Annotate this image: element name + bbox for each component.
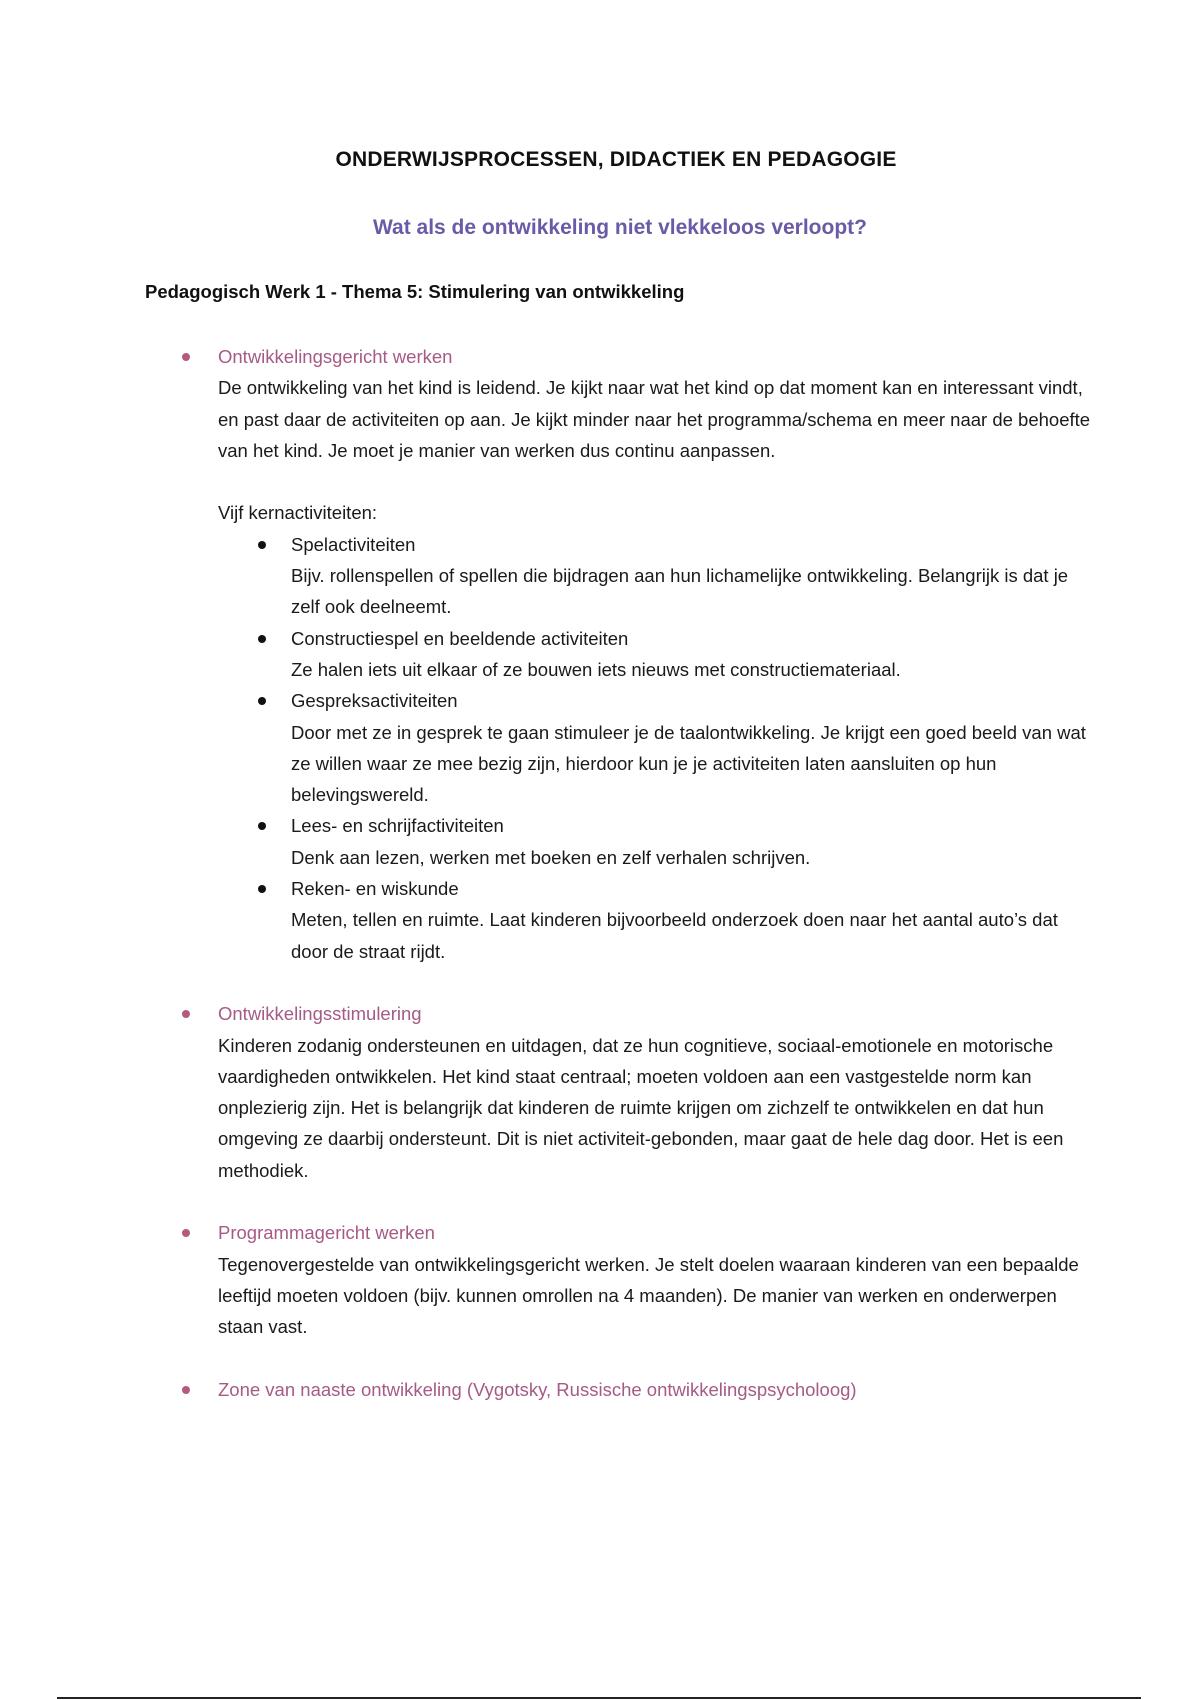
- activity-title: Lees- en schrijfactiviteiten: [291, 815, 504, 837]
- topic-programmagericht-werken: [180, 1217, 1100, 1342]
- topic-body: De ontwikkeling van het kind is leidend. Je kijkt naar wat het kind op dat moment kan en interessant vindt, en past daar de activiteiten op aan. Je kijkt minder naar het programma/schema en meer naar de behoefte van het kind. Je moet je manier van werken dus continu aanpassen.: [218, 377, 1091, 461]
- document-subtitle: Wat als de ontwikkeling niet vlekkeloos verloopt?: [372, 216, 867, 239]
- topic-title: Zone van naaste ontwikkeling (Vygotsky, Russische ontwikkelingspsycholoog): [218, 1378, 857, 1400]
- topic-zone-van-naaste-ontwikkeling: [180, 1374, 1100, 1405]
- page-divider: [57, 1697, 1141, 1699]
- activity-title: Spelactiviteiten: [291, 533, 416, 555]
- topic-body: Tegenovergestelde van ontwikkelingsgericht werken. Je stelt doelen waaraan kinderen van een bepaalde leeftijd moeten voldoen (bijv. kunnen omrollen na 4 maanden). De manier van werken en onderwerpen staan vast.: [218, 1253, 1079, 1338]
- bullet-icon: [258, 822, 266, 830]
- topic-title: Ontwikkelingsstimulering: [218, 1003, 422, 1025]
- activity-description: Denk aan lezen, werken met boeken en zelf verhalen schrijven.: [291, 846, 811, 868]
- activity-title: Constructiespel en beeldende activiteiten: [291, 627, 629, 649]
- document-title: ONDERWIJSPROCESSEN, DIDACTIEK EN PEDAGOGIE: [335, 148, 897, 171]
- activity-description: Meten, tellen en ruimte. Laat kinderen bijvoorbeeld onderzoek doen naar het aantal auto’s dat door de straat rijdt.: [291, 909, 1058, 962]
- topic-title: Ontwikkelingsgericht werken: [218, 346, 453, 367]
- bullet-icon: [182, 1386, 190, 1394]
- activities-heading: Vijf kernactiviteiten:: [218, 502, 378, 524]
- topic-ontwikkelingsgericht-werken: [180, 341, 1100, 967]
- bullet-icon: [258, 885, 266, 893]
- activity-title: Gespreksactiviteiten: [291, 690, 458, 712]
- bullet-icon: [182, 1010, 190, 1018]
- bullet-icon: [258, 635, 266, 643]
- list-item: [218, 529, 1100, 623]
- list-item: [218, 623, 1100, 686]
- activities-list: [218, 529, 1100, 967]
- list-item: [218, 810, 1100, 873]
- bullet-icon: [182, 1229, 190, 1237]
- activity-description: Bijv. rollenspellen of spellen die bijdragen aan hun lichamelijke ontwikkeling. Belangrijk is dat je zelf ook deelneemt.: [291, 565, 1069, 618]
- topic-title: Programmagericht werken: [218, 1222, 435, 1244]
- topic-ontwikkelingsstimulering: [180, 998, 1100, 1186]
- bullet-icon: [258, 697, 266, 705]
- activity-description: Ze halen iets uit elkaar of ze bouwen iets nieuws met constructiemateriaal.: [291, 658, 901, 680]
- bullet-icon: [258, 541, 266, 549]
- bullet-icon: [182, 353, 190, 361]
- activity-description: Door met ze in gesprek te gaan stimuleer je de taalontwikkeling. Je krijgt een goed beeld van wat ze willen waar ze mee bezig zijn, hierdoor kun je je activiteiten laten aansluiten op hun belevingswereld.: [291, 721, 1086, 806]
- activity-title: Reken- en wiskunde: [291, 878, 459, 900]
- list-item: [218, 873, 1100, 967]
- document-content: [180, 341, 1100, 1405]
- list-item: [218, 685, 1100, 810]
- section-heading: Pedagogisch Werk 1 - Thema 5: Stimulering van ontwikkeling: [145, 281, 685, 302]
- topic-body: Kinderen zodanig ondersteunen en uitdagen, dat ze hun cognitieve, sociaal-emotionele en motorische vaardigheden ontwikkelen. Het kind staat centraal; moeten voldoen aan een vastgestelde norm kan onplezierig zijn. Het is belangrijk dat kinderen de ruimte krijgen om zichzelf te ontwikkelen en dat hun omgeving ze daarbij ondersteunt. Dit is niet activiteit-gebonden, maar gaat de hele dag door. Het is een methodiek.: [218, 1034, 1064, 1181]
